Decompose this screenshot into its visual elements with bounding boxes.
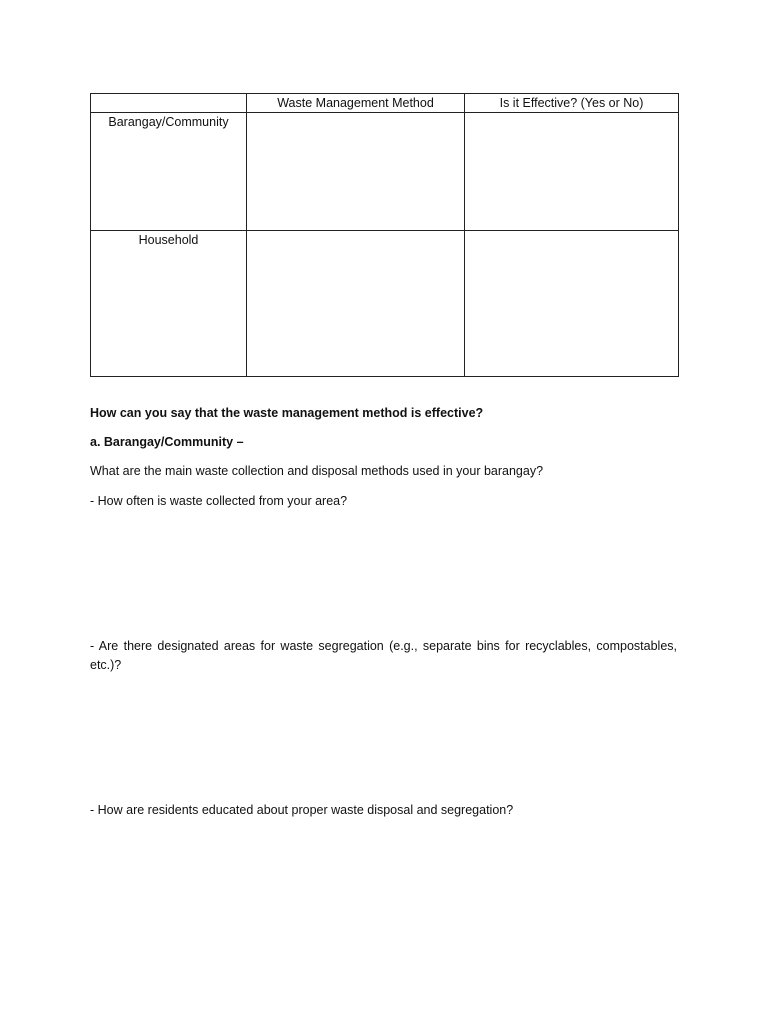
row-label-household: Household [138,233,199,247]
row-label-cell [91,113,247,231]
community-effective-cell [465,113,679,231]
community-method-cell [247,113,465,231]
waste-management-table [90,93,679,377]
header-effective-cell: Is it Effective? (Yes or No) [465,94,679,113]
household-method-cell [247,231,465,377]
question-segregation-areas: - Are there designated areas for waste segregation (e.g., separate bins for recyclables, compostables, etc.)? [90,639,677,672]
header-method-cell: Waste Management Method [247,94,465,113]
table-header-row [91,94,679,113]
section-a-heading: a. Barangay/Community – [90,435,244,449]
effectiveness-heading: How can you say that the waste management method is effective? [90,406,484,420]
household-effective-cell [465,231,679,377]
question-resident-education: - How are residents educated about proper waste disposal and segregation? [90,803,514,817]
row-label-community: Barangay/Community [108,115,229,129]
header-blank-cell [91,94,247,113]
question-collection-frequency: - How often is waste collected from your area? [90,494,348,508]
row-label-cell [91,231,247,377]
question-main-methods: What are the main waste collection and disposal methods used in your barangay? [90,464,544,478]
table-row [91,231,679,377]
table-row [91,113,679,231]
